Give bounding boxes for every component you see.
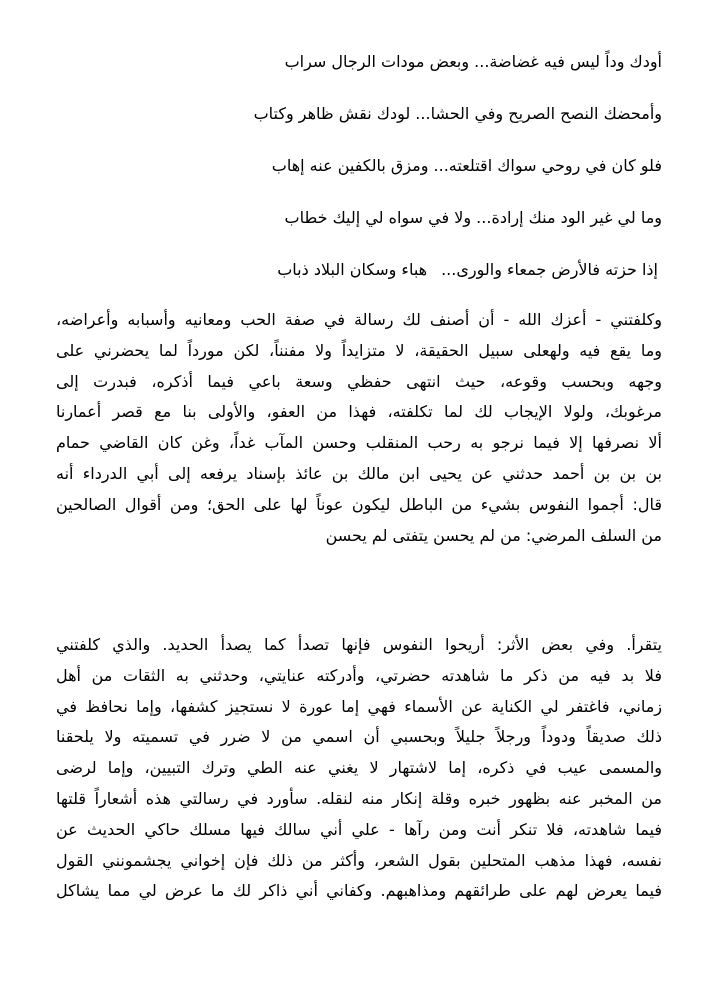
paragraph-1-line: مرغوبك، ولولا الإيجاب لك لما تكلفته، فهذا من العفو، والأولى بنا مع قصر أعمارنا [56, 402, 662, 422]
paragraph-2-line: فيما يعرض لهم على طرائقهم ومذاهبهم. وكفاني أني ذاكر لك ما عرض لي مما يشاكل [56, 881, 662, 901]
paragraph-2-line: ذلك صديقاً ودوداً ورجلاً جليلاً وبحسبي أن اسمي من لا ضرر في تسميته ولا يلحقنا [56, 727, 662, 747]
verse-line-4: وما لي غير الود منك إرادة... ولا في سواه لي إليك خطاب [284, 208, 662, 227]
paragraph-1-line: وكلفتني - أعزك الله - أن أصنف لك رسالة في صفة الحب ومعانيه وأسبابه وأعراضه، [56, 310, 662, 329]
paragraph-2-line: من المخبر عنه بظهور خبره وقلة إنكار منه لنقله. سأورد في رسالتي هذه أشعاراً قلتها [56, 788, 662, 808]
paragraph-1-line: وجهه وبحسب وقوعه، حيث انتهى حفظي وسعة باعي فيما أذكره، فبدرت إلى [56, 371, 662, 391]
paragraph-2-line: فلا بد فيه من ذكر ما شاهدته حضرتي، وأدركته عنايتي، وحدثني به الثقات من أهل [56, 665, 662, 685]
paragraph-1 [56, 305, 662, 551]
paragraph-2-line: نفسه، فهذا مذهب المتحلين بقول الشعر، وأكثر من ذلك فإن إخواني يجشمونني القول [56, 850, 662, 870]
paragraph-2-line: يتقرأ. وفي بعض الأثر: أريحوا النفوس فإنها تصدأ كما يصدأ الحديد. والذي كلفتني [56, 635, 662, 654]
paragraph-2 [56, 630, 662, 907]
paragraph-2-line: فيما شاهدته، فلا تنكر أنت ومن رآها - علي أني سالك فيها مسلك حاكي الحديث عن [56, 819, 662, 839]
verse-5-second-hemistich: هباء وسكان البلاد ذباب [277, 260, 428, 279]
paragraph-2-line: والمسمى عيب في ذكره، إما لاشتهار لا يغني عنه الطي وترك التبيين، وإما لرضى [56, 758, 662, 778]
verse-line-1: أودك وداً ليس فيه غضاضة... وبعض مودات الرجال سراب [284, 52, 662, 71]
paragraph-2-line: زماني، فاغتفر لي الكناية عن الأسماء فهي إما عورة لا نستجيز كشفها، وإما نحافظ في [56, 696, 662, 716]
verse-line-5 [277, 260, 658, 280]
paragraph-1-line: وما يقع فيه ولهعلى سبيل الحقيقة، لا متزايداً ولا مفنناً، لكن مورداً لما يحضرني على [56, 340, 662, 360]
verse-line-2: وأمحضك النصح الصريح وفي الحشا... لودك نقش ظاهر وكتاب [253, 104, 662, 123]
paragraph-1-line: ألا نصرفها إلا فيما نرجو به رحب المنقلب وحسن المآب غداً، وغن كان القاضي حمام [56, 433, 662, 453]
paragraph-1-line: بن بن بن أحمد حدثني عن يحيى ابن مالك بن عائذ بإسناد يرفعه إلى أبي الدرداء أنه [56, 463, 662, 483]
paragraph-1-line: من السلف المرضي: من لم يحسن يتفتى لم يحسن [325, 525, 662, 545]
verse-line-3: فلو كان في روحي سواك اقتلعته... ومزق بالكفين عنه إهاب [271, 156, 662, 175]
paragraph-1-line: قال: أجموا النفوس بشيء من الباطل ليكون عوناً لها على الحق؛ ومن أقوال الصالحين [56, 494, 662, 514]
verse-5-first-hemistich: إذا حزته فالأرض جمعاء والورى... [441, 260, 658, 279]
